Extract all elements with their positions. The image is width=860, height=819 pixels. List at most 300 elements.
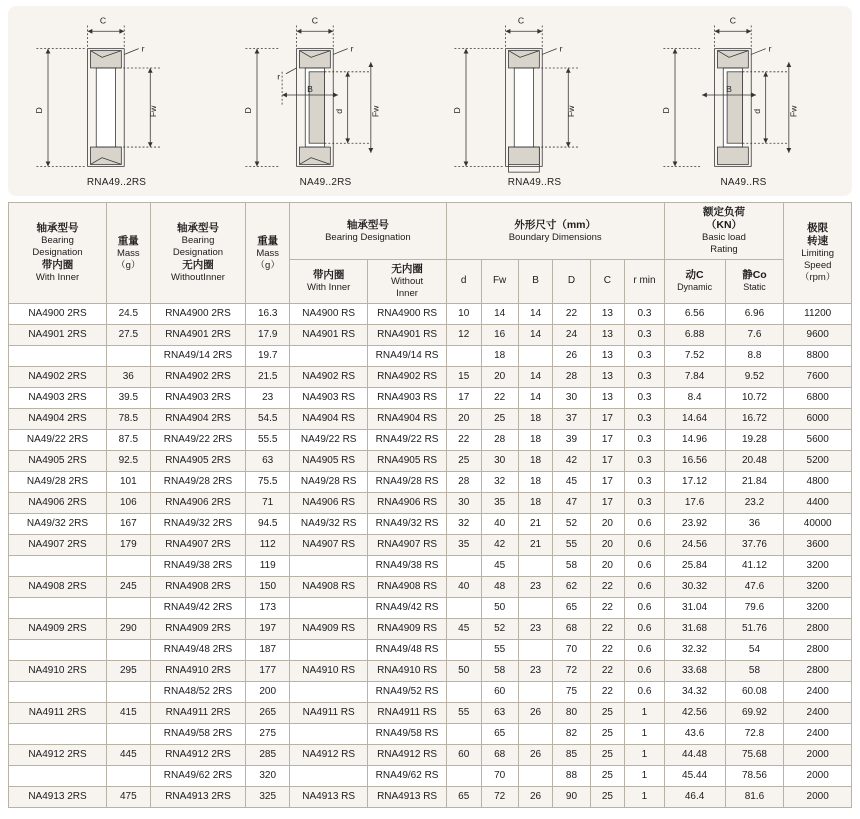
table-cell (107, 765, 151, 786)
table-row (9, 366, 852, 387)
header-dim-b: B (518, 260, 553, 304)
table-cell: RNA4905 2RS (150, 450, 246, 471)
table-cell: RNA49/62 2RS (150, 765, 246, 786)
table-cell (9, 597, 107, 618)
table-cell: NA49/32 RS (289, 513, 367, 534)
table-cell: 0.6 (625, 660, 664, 681)
table-cell: 14 (518, 303, 553, 324)
table-cell (289, 345, 367, 366)
table-cell: 30 (553, 387, 590, 408)
table-cell: 80 (553, 702, 590, 723)
svg-text:Fw: Fw (148, 105, 159, 118)
header-mass-with-inner: 重量 Mass （g） (107, 203, 151, 304)
table-cell: NA4910 2RS (9, 660, 107, 681)
table-cell: 285 (246, 744, 290, 765)
table-cell (107, 345, 151, 366)
table-cell: RNA4909 RS (368, 618, 446, 639)
table-row (9, 597, 852, 618)
table-row (9, 408, 852, 429)
table-cell: 4800 (784, 471, 852, 492)
table-cell: 13 (590, 345, 625, 366)
bearing-drawing-1 (12, 12, 221, 176)
table-cell: 70 (553, 639, 590, 660)
table-cell: NA49/28 2RS (9, 471, 107, 492)
table-cell: 54.5 (246, 408, 290, 429)
table-cell: 69.92 (725, 702, 784, 723)
svg-text:r: r (768, 43, 772, 54)
table-cell: 81.6 (725, 786, 784, 807)
svg-text:C: C (517, 15, 525, 26)
table-cell: 90 (553, 786, 590, 807)
table-cell: 70 (481, 765, 518, 786)
table-cell: 17 (590, 471, 625, 492)
table-row (9, 702, 852, 723)
table-cell: RNA49/42 2RS (150, 597, 246, 618)
table-cell: 0.6 (625, 555, 664, 576)
table-cell: RNA4902 RS (368, 366, 446, 387)
table-cell: 290 (107, 618, 151, 639)
table-cell: 275 (246, 723, 290, 744)
table-cell: 2000 (784, 765, 852, 786)
datasheet-page (0, 6, 860, 819)
table-cell: 32 (481, 471, 518, 492)
table-cell: 55 (481, 639, 518, 660)
table-cell: 30 (446, 492, 481, 513)
table-cell: 2400 (784, 723, 852, 744)
table-cell: RNA49/28 2RS (150, 471, 246, 492)
table-cell: 72 (481, 786, 518, 807)
table-cell: 33.68 (664, 660, 725, 681)
table-cell: 14 (481, 303, 518, 324)
table-cell: NA4905 RS (289, 450, 367, 471)
table-cell: 13 (590, 387, 625, 408)
table-cell: 39 (553, 429, 590, 450)
table-cell: 18 (481, 345, 518, 366)
table-cell: RNA49/62 RS (368, 765, 446, 786)
table-cell: 197 (246, 618, 290, 639)
table-cell: 54 (725, 639, 784, 660)
table-cell: 8800 (784, 345, 852, 366)
table-cell: NA4902 RS (289, 366, 367, 387)
table-cell: 17 (590, 429, 625, 450)
table-cell: RNA4908 RS (368, 576, 446, 597)
table-cell: 55 (446, 702, 481, 723)
header-dim-dd: D (553, 260, 590, 304)
table-cell (518, 681, 553, 702)
table-cell: 6000 (784, 408, 852, 429)
table-cell: 28 (553, 366, 590, 387)
table-cell: 3200 (784, 576, 852, 597)
table-cell: 25 (590, 723, 625, 744)
table-cell: NA4901 RS (289, 324, 367, 345)
table-cell: 23.92 (664, 513, 725, 534)
table-cell: 13 (590, 303, 625, 324)
table-cell: 9600 (784, 324, 852, 345)
table-cell: 31.04 (664, 597, 725, 618)
table-cell: RNA49/58 RS (368, 723, 446, 744)
table-cell (289, 555, 367, 576)
table-cell: 68 (481, 744, 518, 765)
table-cell: 30.32 (664, 576, 725, 597)
table-cell: 0.3 (625, 429, 664, 450)
table-cell: 22 (590, 681, 625, 702)
table-cell: 200 (246, 681, 290, 702)
table-row (9, 429, 852, 450)
table-cell: 22 (590, 639, 625, 660)
svg-text:d: d (333, 108, 344, 114)
table-cell: RNA4911 2RS (150, 702, 246, 723)
table-cell: 42 (553, 450, 590, 471)
table-cell: 112 (246, 534, 290, 555)
svg-text:C: C (311, 15, 319, 26)
table-cell: 52 (481, 618, 518, 639)
table-row (9, 786, 852, 807)
table-cell: 25 (446, 450, 481, 471)
table-cell: 17.12 (664, 471, 725, 492)
table-cell: RNA49/28 RS (368, 471, 446, 492)
table-cell (107, 681, 151, 702)
table-cell: 58 (725, 660, 784, 681)
table-cell: 21.5 (246, 366, 290, 387)
table-cell: 55.5 (246, 429, 290, 450)
table-cell: RNA49/48 RS (368, 639, 446, 660)
bearing-diagram-panel (8, 6, 852, 196)
table-cell: 37 (553, 408, 590, 429)
table-cell: 167 (107, 513, 151, 534)
table-row (9, 681, 852, 702)
table-cell: RNA49/32 2RS (150, 513, 246, 534)
table-cell: 1 (625, 702, 664, 723)
table-cell: RNA4901 2RS (150, 324, 246, 345)
table-cell: RNA4912 2RS (150, 744, 246, 765)
bearing-specification-table (8, 202, 852, 808)
table-cell: 21 (518, 534, 553, 555)
table-cell: RNA49/38 RS (368, 555, 446, 576)
table-cell: RNA49/38 2RS (150, 555, 246, 576)
table-row (9, 618, 852, 639)
table-cell: RNA49/48 2RS (150, 639, 246, 660)
table-cell: 25 (590, 744, 625, 765)
table-cell: NA4911 2RS (9, 702, 107, 723)
table-cell: 173 (246, 597, 290, 618)
table-cell (446, 555, 481, 576)
header-load-static: 静Co Static (725, 260, 784, 304)
table-cell: 15 (446, 366, 481, 387)
table-cell: 32 (446, 513, 481, 534)
table-cell: 1 (625, 744, 664, 765)
table-cell: 26 (518, 702, 553, 723)
table-cell (446, 765, 481, 786)
table-cell: 17.6 (664, 492, 725, 513)
table-cell (9, 555, 107, 576)
table-cell: 58 (553, 555, 590, 576)
header-with-inner: 带内圈 With Inner (289, 260, 367, 304)
table-cell: 60 (446, 744, 481, 765)
table-cell: 0.6 (625, 597, 664, 618)
table-cell: NA4912 2RS (9, 744, 107, 765)
table-cell: 72 (553, 660, 590, 681)
table-cell: 2800 (784, 660, 852, 681)
table-cell: 3200 (784, 555, 852, 576)
table-cell: 19.28 (725, 429, 784, 450)
header-designation-without-inner: 轴承型号 Bearing Designation 无内圈 WithoutInner (150, 203, 246, 304)
table-cell (289, 681, 367, 702)
table-cell: NA4913 RS (289, 786, 367, 807)
table-row (9, 723, 852, 744)
svg-text:D: D (452, 107, 463, 114)
header-designation-with-inner: 轴承型号 Bearing Designation 带内圈 With Inner (9, 203, 107, 304)
table-cell (446, 345, 481, 366)
table-cell: 16 (481, 324, 518, 345)
table-cell: 65 (481, 723, 518, 744)
table-cell (446, 723, 481, 744)
table-cell: 0.6 (625, 534, 664, 555)
table-cell: 23 (518, 576, 553, 597)
header-group-basic-load-rating: 额定负荷 （KN） Basic load Rating (664, 203, 784, 260)
table-cell: 22 (481, 387, 518, 408)
table-cell: 295 (107, 660, 151, 681)
table-row (9, 324, 852, 345)
table-cell (518, 639, 553, 660)
table-cell: NA4908 2RS (9, 576, 107, 597)
table-cell (446, 639, 481, 660)
table-cell: 26 (518, 744, 553, 765)
header-group-boundary-dimensions: 外形尺寸（mm） Boundary Dimensions (446, 203, 664, 260)
table-cell: 23 (246, 387, 290, 408)
table-cell: RNA49/58 2RS (150, 723, 246, 744)
table-cell: 14 (518, 387, 553, 408)
table-cell: 20 (590, 513, 625, 534)
table-row (9, 576, 852, 597)
table-row (9, 534, 852, 555)
svg-text:D: D (243, 107, 254, 114)
table-cell: 0.3 (625, 345, 664, 366)
table-cell: 68 (553, 618, 590, 639)
table-row (9, 345, 852, 366)
table-cell: NA4906 2RS (9, 492, 107, 513)
table-cell: NA4906 RS (289, 492, 367, 513)
table-cell: 0.6 (625, 681, 664, 702)
table-cell: 18 (518, 450, 553, 471)
svg-text:Fw: Fw (788, 105, 799, 118)
table-cell: RNA49/14 2RS (150, 345, 246, 366)
table-cell: 42.56 (664, 702, 725, 723)
table-cell: RNA4911 RS (368, 702, 446, 723)
figure-caption: RNA49..2RS (86, 177, 147, 188)
table-cell: 20 (590, 534, 625, 555)
table-cell: 52 (553, 513, 590, 534)
table-cell: 0.3 (625, 450, 664, 471)
svg-text:Fw: Fw (370, 105, 381, 118)
table-cell: 40 (481, 513, 518, 534)
table-cell: 26 (553, 345, 590, 366)
table-cell: 28 (446, 471, 481, 492)
svg-text:B: B (726, 84, 732, 95)
table-cell: RNA49/22 RS (368, 429, 446, 450)
specification-table-wrap (8, 202, 852, 808)
figure-caption: NA49..2RS (299, 177, 352, 188)
table-row (9, 387, 852, 408)
table-cell: 0.6 (625, 618, 664, 639)
table-cell: 445 (107, 744, 151, 765)
table-cell (9, 681, 107, 702)
table-cell: 23 (518, 660, 553, 681)
table-cell: 88 (553, 765, 590, 786)
table-row (9, 492, 852, 513)
table-cell: 94.5 (246, 513, 290, 534)
table-cell: 119 (246, 555, 290, 576)
table-cell: RNA4913 RS (368, 786, 446, 807)
svg-text:d: d (751, 108, 762, 114)
table-cell: 20 (446, 408, 481, 429)
bearing-figure-3 (430, 12, 639, 192)
table-cell: 11200 (784, 303, 852, 324)
table-cell: 22 (590, 618, 625, 639)
header-dim-d: d (446, 260, 481, 304)
table-cell: 1 (625, 765, 664, 786)
bearing-drawing-3 (430, 12, 639, 176)
svg-text:r: r (350, 43, 354, 54)
table-cell: 20 (590, 555, 625, 576)
table-cell: 31.68 (664, 618, 725, 639)
table-cell: 3200 (784, 597, 852, 618)
table-cell: 47 (553, 492, 590, 513)
table-cell: 26 (518, 786, 553, 807)
table-cell: RNA4910 2RS (150, 660, 246, 681)
table-cell: RNA4908 2RS (150, 576, 246, 597)
table-cell: 5200 (784, 450, 852, 471)
table-cell: 65 (446, 786, 481, 807)
table-cell: NA4907 2RS (9, 534, 107, 555)
table-cell: RNA4904 RS (368, 408, 446, 429)
table-cell: 25 (481, 408, 518, 429)
table-cell: 22 (590, 576, 625, 597)
table-cell: 14.96 (664, 429, 725, 450)
table-cell: 7.6 (725, 324, 784, 345)
table-cell: 36 (725, 513, 784, 534)
table-cell: RNA4906 RS (368, 492, 446, 513)
table-cell: 6800 (784, 387, 852, 408)
table-cell: 8.8 (725, 345, 784, 366)
table-cell: 18 (518, 408, 553, 429)
table-cell: 55 (553, 534, 590, 555)
table-cell (518, 723, 553, 744)
table-cell: 22 (446, 429, 481, 450)
table-cell: 7600 (784, 366, 852, 387)
table-cell (9, 639, 107, 660)
table-cell: NA4903 RS (289, 387, 367, 408)
svg-text:D: D (34, 107, 45, 114)
table-cell (289, 765, 367, 786)
table-cell: NA4900 2RS (9, 303, 107, 324)
table-cell: 44.48 (664, 744, 725, 765)
table-cell: 75.68 (725, 744, 784, 765)
table-cell: 60 (481, 681, 518, 702)
table-cell: 187 (246, 639, 290, 660)
table-cell: NA4911 RS (289, 702, 367, 723)
table-cell: RNA4910 RS (368, 660, 446, 681)
table-cell: 6.96 (725, 303, 784, 324)
table-cell: 63 (246, 450, 290, 471)
figure-caption: RNA49..RS (507, 177, 562, 188)
table-cell: 48 (481, 576, 518, 597)
table-cell: 24 (553, 324, 590, 345)
table-cell: 34.32 (664, 681, 725, 702)
table-cell: 32.32 (664, 639, 725, 660)
table-row (9, 303, 852, 324)
table-cell: NA4910 RS (289, 660, 367, 681)
svg-text:D: D (661, 107, 672, 114)
table-cell: 17.9 (246, 324, 290, 345)
svg-text:r: r (277, 71, 281, 82)
table-cell: RNA4902 2RS (150, 366, 246, 387)
table-cell: 325 (246, 786, 290, 807)
header-mass-without-inner: 重量 Mass （g） (246, 203, 290, 304)
table-cell: RNA4906 2RS (150, 492, 246, 513)
table-cell: 30 (481, 450, 518, 471)
svg-text:r: r (141, 43, 145, 54)
table-cell: 8.4 (664, 387, 725, 408)
table-cell: RNA49/32 RS (368, 513, 446, 534)
table-cell: 45 (553, 471, 590, 492)
table-cell: RNA4913 2RS (150, 786, 246, 807)
table-cell (446, 597, 481, 618)
svg-text:C: C (729, 15, 737, 26)
table-cell: 4400 (784, 492, 852, 513)
table-cell (107, 555, 151, 576)
table-cell: 20.48 (725, 450, 784, 471)
table-cell: 14 (518, 324, 553, 345)
table-cell: 0.3 (625, 366, 664, 387)
table-cell: 36 (107, 366, 151, 387)
table-cell: 18 (518, 492, 553, 513)
table-cell: 79.6 (725, 597, 784, 618)
table-header-row-1 (9, 203, 852, 260)
header-without-inner: 无内圈 Without Inner (368, 260, 446, 304)
table-cell: NA49/22 2RS (9, 429, 107, 450)
table-cell: RNA4903 RS (368, 387, 446, 408)
table-cell: 0.3 (625, 492, 664, 513)
table-cell: RNA48/52 2RS (150, 681, 246, 702)
table-cell: 2000 (784, 786, 852, 807)
table-cell: 71 (246, 492, 290, 513)
table-row (9, 471, 852, 492)
table-cell: 0.3 (625, 303, 664, 324)
table-cell: RNA4901 RS (368, 324, 446, 345)
table-row (9, 639, 852, 660)
table-cell: 21.84 (725, 471, 784, 492)
bearing-drawing-4 (639, 12, 848, 176)
table-cell: 6.56 (664, 303, 725, 324)
table-cell: RNA49/22 2RS (150, 429, 246, 450)
table-cell: 14 (518, 366, 553, 387)
table-cell: 177 (246, 660, 290, 681)
table-cell: 2400 (784, 681, 852, 702)
table-cell: 75.5 (246, 471, 290, 492)
table-cell: 25 (590, 786, 625, 807)
table-cell: 62 (553, 576, 590, 597)
svg-text:Fw: Fw (566, 105, 577, 118)
table-cell: 25 (590, 765, 625, 786)
table-cell: 75 (553, 681, 590, 702)
table-cell: 17 (590, 408, 625, 429)
table-cell: 43.6 (664, 723, 725, 744)
table-cell: 78.5 (107, 408, 151, 429)
table-cell: 24.5 (107, 303, 151, 324)
svg-text:C: C (99, 15, 107, 26)
table-cell: 51.76 (725, 618, 784, 639)
table-cell: 2800 (784, 618, 852, 639)
